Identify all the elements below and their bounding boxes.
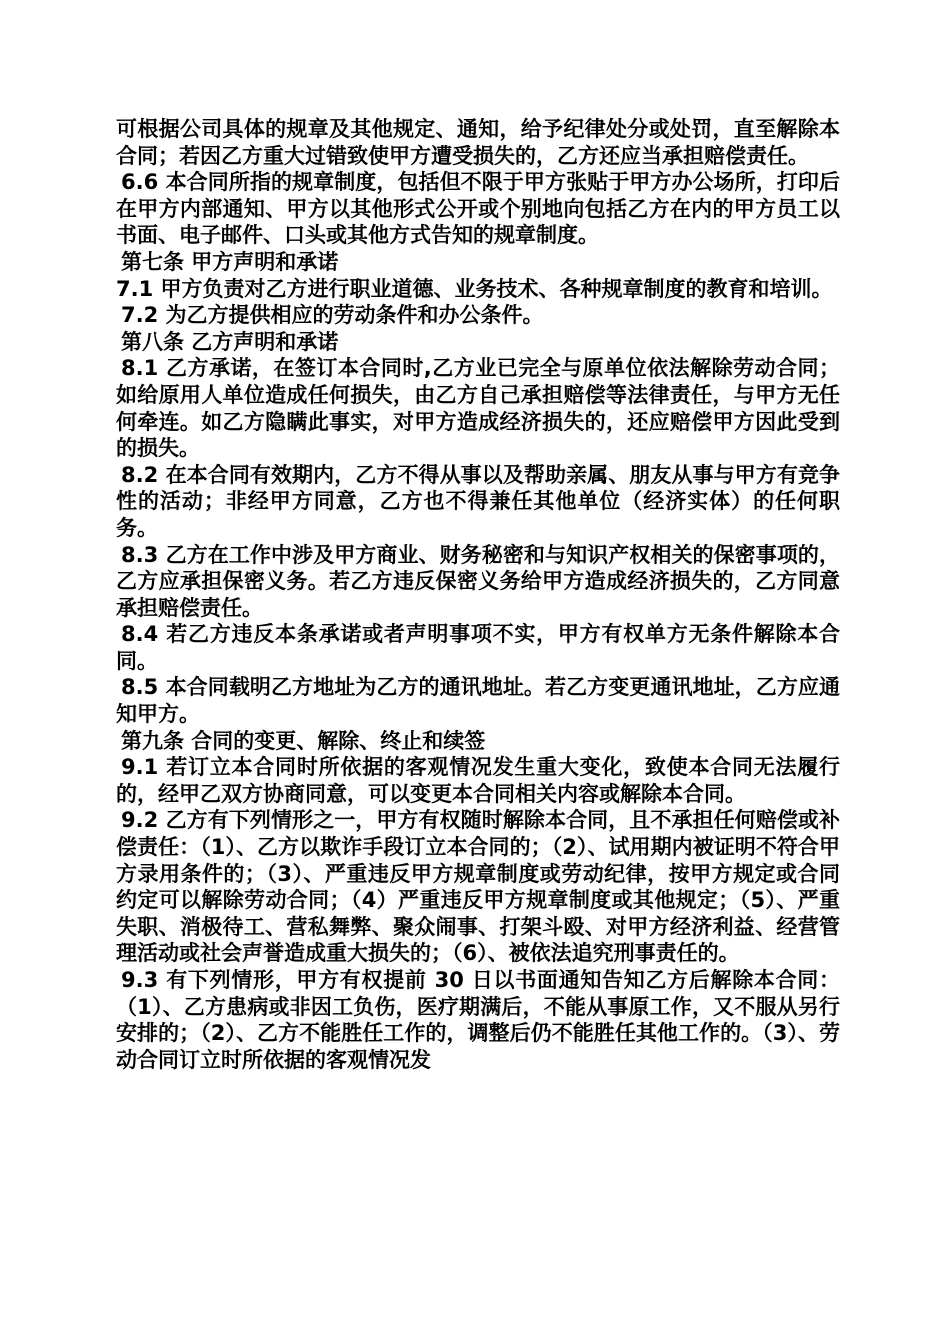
paragraph-6-6: 6.6 本合同所指的规章制度，包括但不限于甲方张贴于甲方办公场所，打印后在甲方内部通知、甲方以其他形式公开或个别地向包括乙方在内的甲方员工以书面、电子邮件、口头或其他方式告知的规章制度。 — [116, 170, 840, 248]
document-page — [116, 116, 840, 1073]
paragraph-8-3: 8.3 乙方在工作中涉及甲方商业、财务秘密和与知识产权相关的保密事项的，乙方应承担保密义务。若乙方违反保密义务给甲方造成经济损失的，乙方同意承担赔偿责任。 — [116, 542, 840, 620]
article-9-heading: 第九条 合同的变更、解除、终止和续签 — [121, 728, 486, 753]
paragraph-9-2: 9.2 乙方有下列情形之一，甲方有权随时解除本合同，且不承担任何赔偿或补偿责任：（1）、乙方以欺诈手段订立本合同的；（2）、试用期内被证明不符合甲方录用条件的；（3）、严重违反甲方规章制度或劳动纪律，按甲方规定或合同约定可以解除劳动合同；（4）严重违反甲方规章制度或其他规定；（5）、严重失职、消极待工、营私舞弊、聚众闹事、打架斗殴、对甲方经济利益、经营管理活动或社会声誉造成重大损失的；（6）、被依法追究刑事责任的。 — [116, 808, 840, 966]
paragraph-9-3: 9.3 有下列情形，甲方有权提前 30 日以书面通知告知乙方后解除本合同：（1）、乙方患病或非因工负伤，医疗期满后，不能从事原工作，又不服从另行安排的；（2）、乙方不能胜任工作的，调整后仍不能胜任其他工作的。（3）、劳动合同订立时所依据的客观情况发 — [116, 968, 840, 1072]
paragraph-7-2: 7.2 为乙方提供相应的劳动条件和办公条件。 — [121, 303, 544, 328]
article-8-heading: 第八条 乙方声明和承诺 — [121, 329, 339, 354]
paragraph-8-2: 8.2 在本合同有效期内，乙方不得从事以及帮助亲属、朋友从事与甲方有竞争性的活动；非经甲方同意，乙方也不得兼任其他单位（经济实体）的任何职务。 — [116, 462, 840, 540]
paragraph-9-1: 9.1 若订立本合同时所依据的客观情况发生重大变化，致使本合同无法履行的，经甲乙双方协商同意，可以变更本合同相关内容或解除本合同。 — [116, 755, 840, 806]
paragraph-8-4: 8.4 若乙方违反本条承诺或者声明事项不实，甲方有权单方无条件解除本合同。 — [116, 622, 840, 673]
paragraph-6-5-continued: 可根据公司具体的规章及其他规定、通知，给予纪律处分或处罚，直至解除本合同；若因乙方重大过错致使甲方遭受损失的，乙方还应当承担赔偿责任。 — [116, 117, 840, 168]
paragraph-7-1: 7.1 甲方负责对乙方进行职业道德、业务技术、各种规章制度的教育和培训。 — [116, 276, 833, 301]
paragraph-8-1: 8.1 乙方承诺，在签订本合同时,乙方业已完全与原单位依法解除劳动合同；如给原用人单位造成任何损失，由乙方自己承担赔偿等法律责任，与甲方无任何牵连。如乙方隐瞒此事实，对甲方造成经济损失的，还应赔偿甲方因此受到的损失。 — [116, 356, 840, 461]
paragraph-8-5: 8.5 本合同载明乙方地址为乙方的通讯地址。若乙方变更通讯地址，乙方应通知甲方。 — [116, 675, 840, 727]
article-7-heading: 第七条 甲方声明和承诺 — [121, 249, 339, 274]
